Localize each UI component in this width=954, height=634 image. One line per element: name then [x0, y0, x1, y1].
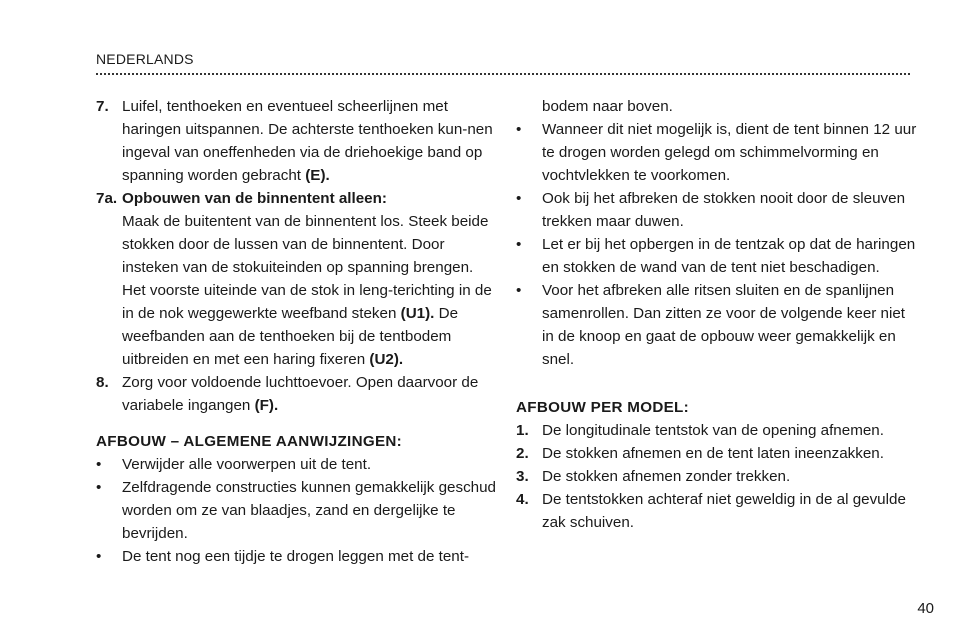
step-text: Zorg voor voldoende luchttoevoer. Open daarvoor de variabele ingangen — [122, 374, 479, 414]
list-item — [516, 279, 918, 371]
bullet-icon: • — [96, 456, 102, 473]
step-number: 7. — [96, 98, 109, 115]
list-item — [516, 118, 918, 187]
list-item-text: Let er bij het opbergen in de tentzak op dat de haringen en stokken de wand van de tent niet beschadigen. — [542, 236, 916, 276]
bullet-icon: • — [516, 190, 522, 207]
continued-text: bodem naar boven. — [542, 98, 673, 115]
step-text: Maak de buitentent van de binnentent los. Steek beide stokken door de lussen van de binnentent. Door insteken van de stokuiteinden op spanning brengen. Het voorste uiteinde van de stok in leng-terichting in de in de nok weggewerkte weefband steken — [122, 213, 492, 322]
list-item-text: Wanneer dit niet mogelijk is, dient de tent binnen 12 uur te drogen worden gelegd om schimmelvorming en vochtvlekken te voorkomen. — [542, 121, 917, 184]
bullet-icon: • — [516, 282, 522, 299]
model-step — [516, 465, 918, 488]
step-text: De stokken afnemen en de tent laten ineenzakken. — [542, 445, 884, 462]
bullet-icon: • — [96, 479, 102, 496]
model-step — [516, 419, 918, 442]
step-text: De longitudinale tentstok van de opening afnemen. — [542, 422, 884, 439]
step-number: 3. — [516, 468, 529, 485]
list-item-text: De tent nog een tijdje te drogen leggen met de tent- — [122, 548, 470, 565]
step-text: De stokken afnemen zonder trekken. — [542, 468, 791, 485]
list-item-text: Zelfdragende constructies kunnen gemakkelijk geschud worden om ze van blaadjes, zand en dergelijke te bevrijden. — [122, 479, 496, 542]
page-number: 40 — [917, 600, 934, 617]
bullet-icon: • — [516, 236, 522, 253]
section-heading: AFBOUW – ALGEMENE AANWIJZINGEN: — [96, 433, 403, 450]
bullet-icon: • — [516, 121, 522, 138]
figure-ref: (E). — [305, 167, 330, 184]
step-number: 4. — [516, 491, 529, 508]
page-header-language: NEDERLANDS — [96, 51, 194, 67]
step-number: 7a. — [96, 190, 118, 207]
figure-ref: (F). — [254, 397, 279, 414]
list-item — [96, 476, 496, 545]
right-column — [516, 95, 918, 534]
list-item-text: Ook bij het afbreken de stokken nooit door de sleuven trekken maar duwen. — [542, 190, 906, 230]
list-item-text: Verwijder alle voorwerpen uit de tent. — [122, 456, 372, 473]
list-item — [96, 545, 496, 568]
step-7 — [96, 95, 496, 187]
model-step — [516, 488, 918, 534]
step-text: Luifel, tenthoeken en eventueel scheerlijnen met haringen uitspannen. De achterste tenthoeken kun-nen ingeval van oneffenheden via de driehoekige band op spanning worden gebracht — [122, 98, 493, 184]
step-7a — [96, 187, 496, 371]
step-8 — [96, 371, 496, 417]
step-number: 8. — [96, 374, 109, 391]
section-heading: AFBOUW PER MODEL: — [516, 399, 689, 416]
list-item — [516, 233, 918, 279]
model-step — [516, 442, 918, 465]
left-column — [96, 95, 496, 568]
figure-ref: (U1). — [400, 305, 435, 322]
dotted-divider — [96, 73, 910, 75]
list-item — [96, 453, 496, 476]
step-number: 2. — [516, 445, 529, 462]
figure-ref: (U2). — [369, 351, 404, 368]
step-text: De tentstokken achteraf niet geweldig in de al gevulde zak schuiven. — [542, 491, 906, 531]
step-text: De weefbanden aan de tenthoeken bij de tentbodem uitbreiden en met een haring fixeren — [122, 305, 459, 368]
list-item-text: Voor het afbreken alle ritsen sluiten en de spanlijnen samenrollen. Dan zitten ze voor de volgende keer niet in de knoop en gaat de opbouw weer gemakkelijk en snel. — [542, 282, 906, 368]
step-number: 1. — [516, 422, 529, 439]
step-title: Opbouwen van de binnentent alleen: — [122, 190, 387, 207]
list-item — [516, 187, 918, 233]
bullet-icon: • — [96, 548, 102, 565]
